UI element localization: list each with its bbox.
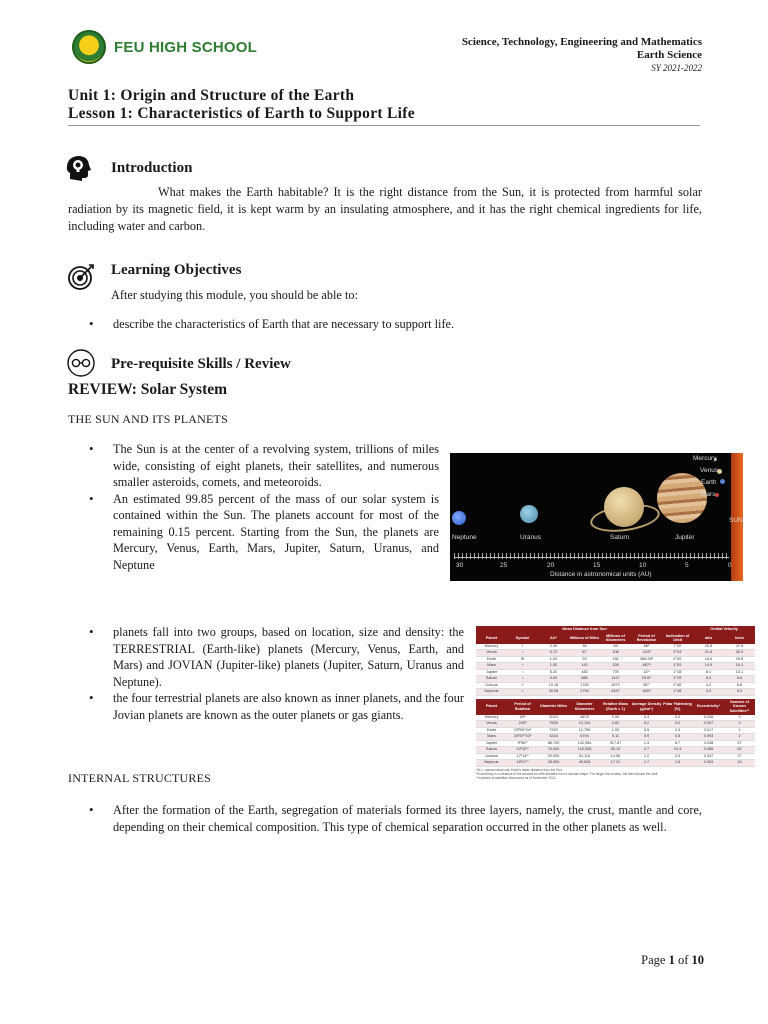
table-cell: 14.56	[600, 753, 631, 760]
table-cell: 4216	[538, 734, 569, 741]
glasses-icon	[66, 348, 96, 383]
table-cell: 142	[569, 663, 600, 670]
table-cell: 9.54	[538, 676, 569, 683]
table-cell: 18.5	[693, 656, 724, 663]
table-cell: 0°00'	[662, 656, 693, 663]
table-group-header: Mean Distance from Sun	[538, 626, 631, 633]
page-number	[641, 953, 704, 968]
table-cell: ♃	[507, 669, 538, 676]
axis-tick-label: 20	[547, 562, 555, 569]
table-cell: 7920	[538, 727, 569, 734]
planet-orbit-table	[476, 626, 755, 696]
table-cell: Jupiter	[476, 669, 507, 676]
column-header: Millions of Miles	[569, 633, 600, 644]
axis-tick-label: 25	[500, 562, 508, 569]
table-cell: 0	[724, 715, 755, 721]
neptune-label: Neptune	[452, 534, 477, 541]
table-cell: ♅	[507, 682, 538, 689]
table-cell: 3°24'	[662, 650, 693, 657]
table-cell: 0°46'	[662, 682, 693, 689]
table-cell: 886	[569, 676, 600, 683]
table-cell: 108	[600, 650, 631, 657]
objectives-list	[68, 316, 702, 333]
table-cell: 67	[724, 740, 755, 747]
table-cell: ♄	[507, 676, 538, 683]
table-notes	[476, 768, 755, 780]
table-cell: 17ʰ14ᵐ	[507, 753, 538, 760]
table-cell: 8.1	[693, 669, 724, 676]
list-item: • the four terrestrial planets are also known as inner planets, and the four Jovian planets are known as the outer planets or gas giants.	[68, 690, 464, 723]
total-pages: 10	[691, 953, 704, 967]
table-cell: 23ʰ56ᵐ04ˢ	[507, 727, 538, 734]
table-cell: 0.5	[662, 734, 693, 741]
solar-system-diagram	[450, 453, 743, 581]
column-header: km/s	[724, 633, 755, 644]
group-bullets	[68, 624, 464, 723]
venus-label: Venus	[700, 467, 719, 474]
table-cell: 150	[600, 656, 631, 663]
table-cell: 1°51'	[662, 663, 693, 670]
table-cell: 24.1	[724, 663, 755, 670]
table-cell: 13	[724, 760, 755, 767]
column-header: Diameter Miles	[538, 699, 569, 715]
table-cell: 0.007	[693, 721, 724, 728]
table-cell: 6.0	[693, 676, 724, 683]
table-cell: 16ʰ07ᵐ	[507, 760, 538, 767]
table-cell: 7526	[538, 721, 569, 728]
table-cell: 120,536	[569, 747, 600, 754]
table-cell: Mars	[476, 734, 507, 741]
table-cell: 0.06	[600, 715, 631, 721]
table-cell: 35.0	[724, 650, 755, 657]
table-cell: 483	[569, 669, 600, 676]
table-cell: 7°00'	[662, 644, 693, 650]
table-cell: 17.21	[600, 760, 631, 767]
table-cell: 0.009	[693, 760, 724, 767]
table-cell: Uranus	[476, 682, 507, 689]
column-header: Number of Known Satellites**	[724, 699, 755, 715]
column-header: Period of Rotation	[507, 699, 538, 715]
table-cell: 5.2	[631, 721, 662, 728]
header-divider	[68, 125, 700, 126]
strand-label: Science, Technology, Engineering and Mathematics	[461, 36, 702, 48]
table-cell: 1°46'	[662, 689, 693, 696]
table-cell: 29.8	[724, 656, 755, 663]
list-item: • planets fall into two groups, based on location, size and density: the TERRESTRIAL (Earth-like) planets (Mercury, Venus, Earth, and Mars) and JOVIAN (Jupiter-like) planets (Jupiter, Saturn, Uranus and Neptune).	[68, 624, 464, 690]
table-cell: 29.5ʸʳ	[631, 676, 662, 683]
subject-label: Earth Science	[636, 49, 702, 61]
table-cell: 49,528	[569, 760, 600, 767]
table-row	[476, 740, 755, 747]
table-cell: 0.0	[662, 721, 693, 728]
table-cell: 6.7	[662, 740, 693, 747]
head-lightbulb-icon	[64, 153, 94, 188]
axis-tick-label: 30	[456, 562, 464, 569]
table-group-header: Orbital Velocity	[693, 626, 755, 633]
page-label: Page	[641, 953, 666, 967]
column-header: Polar Flattening (%)	[662, 699, 693, 715]
table-cell: Saturn	[476, 676, 507, 683]
table-cell: 59ᵈ	[507, 715, 538, 721]
sun-label: SUN	[729, 517, 743, 524]
table-cell: 0.047	[693, 753, 724, 760]
table-cell: 93	[569, 656, 600, 663]
table-cell: 3.9	[631, 734, 662, 741]
saturn-label: Saturn	[610, 534, 630, 541]
axis-tick-label: 15	[593, 562, 601, 569]
column-header: Eccentricity*	[693, 699, 724, 715]
axis-tick-label: 10	[639, 562, 647, 569]
table-cell: 95.14	[600, 747, 631, 754]
axis-tick-label: 5	[685, 562, 689, 569]
column-header: Relative Mass (Earth = 1)	[600, 699, 631, 715]
table-group-header	[476, 626, 538, 633]
target-icon	[66, 262, 96, 297]
review-heading: REVIEW: Solar System	[68, 381, 228, 398]
table-cell: 5.3	[724, 689, 755, 696]
table-cell: 75,000	[538, 747, 569, 754]
table-cell: 1783	[569, 682, 600, 689]
table-cell: 19.18	[538, 682, 569, 689]
of-label: of	[677, 953, 689, 967]
table-cell: 84ʸʳ	[631, 682, 662, 689]
current-page: 1	[668, 953, 675, 967]
table-cell: 12ʸʳ	[631, 669, 662, 676]
table-cell: ♀	[507, 650, 538, 657]
table-header-row	[476, 699, 755, 715]
uranus-planet	[520, 505, 538, 523]
table-cell: 778	[600, 669, 631, 676]
table-note: *Eccentricity is a measure of the amount an orbit deviates from a circular shape. The larger the number, the less circular the orbit.	[476, 771, 659, 776]
table-cell: 2	[724, 734, 755, 741]
table-cell: 1.00	[538, 656, 569, 663]
table-cell: 9.6	[724, 676, 755, 683]
table-cell: ☿	[507, 644, 538, 650]
uranus-label: Uranus	[520, 534, 541, 541]
mercury-label: Mercury	[693, 455, 717, 462]
table-cell: ♂	[507, 663, 538, 670]
table-cell: 224ᵈ	[631, 650, 662, 657]
table-cell: 1.2	[631, 753, 662, 760]
table-cell: 0.017	[693, 727, 724, 734]
table-group-header	[631, 626, 693, 633]
table-cell: 1.8	[662, 760, 693, 767]
table-cell: 0.7	[631, 747, 662, 754]
table-cell: 1	[724, 727, 755, 734]
table-row	[476, 734, 755, 741]
table-cell: 4.2	[693, 682, 724, 689]
table-cell: 9ʰ56ᵐ	[507, 740, 538, 747]
school-logo	[72, 30, 257, 64]
table-row	[476, 760, 755, 767]
table-cell: 13.1	[724, 669, 755, 676]
table-cell: 21.8	[693, 650, 724, 657]
school-year: SY 2021-2022	[651, 63, 702, 73]
objectives-heading: Learning Objectives	[111, 262, 242, 278]
table-cell: 0.093	[693, 734, 724, 741]
planet-data-table	[476, 626, 755, 780]
table-cell: 0.056	[693, 747, 724, 754]
earth-planet	[720, 479, 725, 484]
table-cell: 1.3	[631, 740, 662, 747]
list-item: • After the formation of the Earth, segregation of materials formed its three layers, namely, the crust, mantle and core, depending on their chemical composition. This type of chemical separation occurred in the other planets as well.	[68, 802, 702, 835]
saturn-planet	[604, 487, 644, 527]
table-cell: 0.206	[693, 715, 724, 721]
page-title	[68, 87, 415, 123]
table-cell: 2°29'	[662, 676, 693, 683]
table-cell: 4878	[569, 715, 600, 721]
school-seal-icon	[72, 30, 106, 64]
table-cell: Earth	[476, 656, 507, 663]
table-cell: Mercury	[476, 644, 507, 650]
prereq-heading: Pre-requisite Skills / Review	[111, 356, 291, 372]
planet-physical-table	[476, 699, 755, 767]
sun-bullets	[68, 441, 439, 573]
table-cell: 1427	[600, 676, 631, 683]
table-cell: 0.11	[600, 734, 631, 741]
column-header: Period of Revolution	[631, 633, 662, 644]
table-cell: Neptune	[476, 760, 507, 767]
table-body	[476, 644, 755, 696]
table-cell: 2794	[569, 689, 600, 696]
table-note: *AU = astronomical unit, Earth's mean distance from the Sun.	[476, 767, 563, 772]
table-cell: 3015	[538, 715, 569, 721]
table-cell: Uranus	[476, 753, 507, 760]
table-cell: 6.8	[724, 682, 755, 689]
table-cell: 687ᵈ	[631, 663, 662, 670]
table-cell: 6794	[569, 734, 600, 741]
mars-planet	[715, 493, 719, 497]
table-cell: 0.82	[600, 721, 631, 728]
axis-title: Distance in astronomical units (AU)	[550, 571, 652, 578]
axis-tick-label: 0	[728, 562, 732, 569]
distance-axis	[454, 557, 729, 558]
table-row	[476, 753, 755, 760]
jupiter-label: Jupiter	[675, 534, 695, 541]
table-cell: 5.20	[538, 669, 569, 676]
column-header: Average Density (g/cm³)	[631, 699, 662, 715]
table-cell: Earth	[476, 727, 507, 734]
table-cell: ⊕	[507, 656, 538, 663]
table-cell: Mars	[476, 663, 507, 670]
table-cell: 1.7	[631, 760, 662, 767]
table-cell: 58	[600, 644, 631, 650]
table-cell: Neptune	[476, 689, 507, 696]
jupiter-planet	[657, 473, 707, 523]
table-cell: 228	[600, 663, 631, 670]
table-cell: 30.06	[538, 689, 569, 696]
table-cell: 243ᵈ	[507, 721, 538, 728]
document-header	[462, 36, 702, 75]
table-cell: 12,756	[569, 727, 600, 734]
table-cell: 29,000	[538, 753, 569, 760]
sun-planets-heading: THE SUN AND ITS PLANETS	[68, 412, 228, 426]
table-cell: 62	[724, 747, 755, 754]
table-cell: 67	[569, 650, 600, 657]
table-cell: 0.39	[538, 644, 569, 650]
internal-bullets	[68, 802, 702, 835]
list-item: • An estimated 99.85 percent of the mass of our solar system is contained within the Sun. The planets account for most of the remaining 0.15 percent. Starting from the Sun, the planets are Mercury, Venus, Earth, Mars, Jupiter, Saturn, Uranus, and Neptune	[68, 491, 439, 574]
table-cell: ♆	[507, 689, 538, 696]
mars-label: Mars	[701, 491, 716, 498]
unit-title: Unit 1: Origin and Structure of the Earth	[68, 87, 355, 104]
table-row	[476, 747, 755, 754]
table-cell: 24ʰ37ᵐ23ˢ	[507, 734, 538, 741]
table-cell: 0.048	[693, 740, 724, 747]
column-header: Diameter Kilometers	[569, 699, 600, 715]
column-header: Planet	[476, 699, 507, 715]
internal-structures-heading: INTERNAL STRUCTURES	[68, 771, 212, 785]
table-row	[476, 727, 755, 734]
table-cell: 36	[569, 644, 600, 650]
table-cell: 1.52	[538, 663, 569, 670]
table-cell: 5.4	[631, 715, 662, 721]
list-item: • The Sun is at the center of a revolving system, trillions of miles wide, consisting of eight planets, their satellites, and numerous smaller asteroids, comets, and meteoroids.	[68, 441, 439, 491]
table-cell: 4497	[600, 689, 631, 696]
table-note: **Includes all satellites discovered as of November 2013.	[476, 775, 557, 780]
table-cell: 0.72	[538, 650, 569, 657]
table-cell: 365.25ᵈ	[631, 656, 662, 663]
list-item: • describe the characteristics of Earth that are necessary to support life.	[68, 316, 702, 333]
table-cell: 5.5	[631, 727, 662, 734]
column-header: mi/s	[693, 633, 724, 644]
earth-label: Earth	[701, 479, 717, 486]
column-header: AU*	[538, 633, 569, 644]
table-cell: 27	[724, 753, 755, 760]
table-cell: 0.0	[662, 715, 693, 721]
table-cell: 0	[724, 721, 755, 728]
table-cell: Venus	[476, 650, 507, 657]
objectives-lead: After studying this module, you should be able to:	[111, 288, 358, 302]
table-cell: 10ʰ30ᵐ	[507, 747, 538, 754]
intro-paragraph: What makes the Earth habitable? It is the right distance from the Sun, it is protected from harmful solar radiation by its magnetic field, it is kept warm by an insulating atmosphere, and it has the right chemical ingredients for life, including water and carbon.	[68, 185, 702, 233]
column-header: Symbol	[507, 633, 538, 644]
school-name: FEU HIGH SCHOOL	[114, 38, 258, 56]
table-cell: Jupiter	[476, 740, 507, 747]
table-cell: 0.3	[662, 727, 693, 734]
table-cell: 12,104	[569, 721, 600, 728]
column-header: Inclination of Orbit	[662, 633, 693, 644]
neptune-planet	[452, 511, 466, 525]
axis-ticks	[454, 553, 729, 559]
table-cell: 3.3	[693, 689, 724, 696]
intro-heading: Introduction	[111, 160, 193, 176]
table-cell: 88,700	[538, 740, 569, 747]
column-header: Millions of Kilometers	[600, 633, 631, 644]
table-cell: 2.3	[662, 753, 693, 760]
lesson-title: Lesson 1: Characteristics of Earth to Support Life	[68, 105, 415, 122]
table-cell: 10.4	[662, 747, 693, 754]
table-header-row	[476, 633, 755, 644]
table-cell: 51,118	[569, 753, 600, 760]
table-cell: 142,984	[569, 740, 600, 747]
table-cell: 14.9	[693, 663, 724, 670]
table-group-row	[476, 626, 755, 633]
table-cell: 29.8	[693, 644, 724, 650]
table-row	[476, 689, 755, 696]
table-cell: 317.87	[600, 740, 631, 747]
table-cell: 47.9	[724, 644, 755, 650]
table-cell: Mercury	[476, 715, 507, 721]
table-cell: Saturn	[476, 747, 507, 754]
table-body	[476, 715, 755, 767]
table-cell: 1.00	[600, 727, 631, 734]
table-cell: 1°18'	[662, 669, 693, 676]
table-cell: 28,900	[538, 760, 569, 767]
table-cell: 88ᵈ	[631, 644, 662, 650]
table-cell: Venus	[476, 721, 507, 728]
table-cell: 2870	[600, 682, 631, 689]
column-header: Planet	[476, 633, 507, 644]
table-cell: 165ʸʳ	[631, 689, 662, 696]
